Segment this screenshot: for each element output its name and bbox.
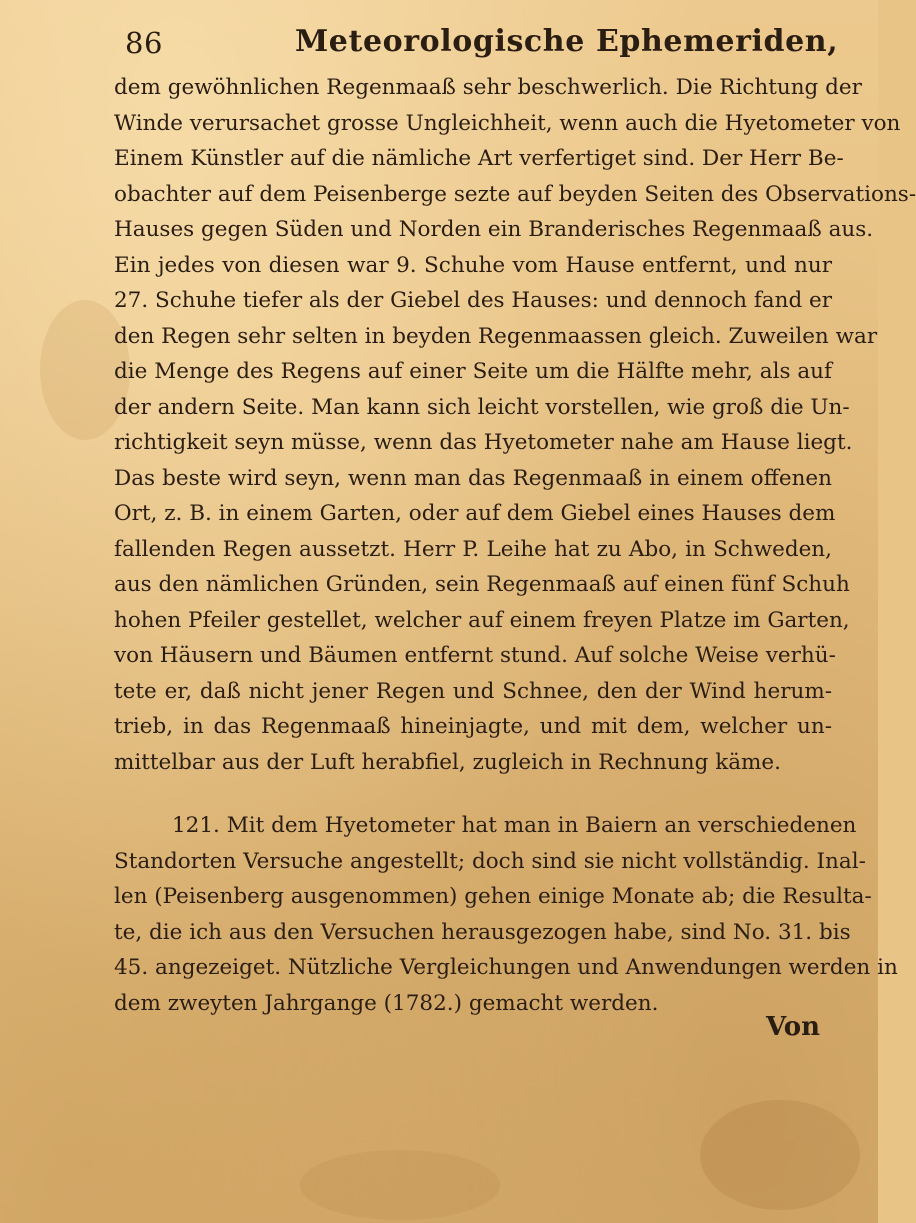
text-line: 121. Mit dem Hyetometer hat man in Baiern an verschiedenen [172, 813, 857, 838]
text-line: Das beste wird seyn, wenn man das Regenmaaß in einem offenen [114, 465, 832, 491]
text-line: Ort, z. B. in einem Garten, oder auf dem Giebel eines Hauses dem [114, 501, 836, 526]
text-line: trieb, in das Regenmaaß hineinjagte, und mit dem, welcher un- [114, 714, 832, 739]
page-header [125, 22, 845, 66]
text-line: fallenden Regen aussetzt. Herr P. Leihe hat zu Abo, in Schweden, [114, 536, 832, 562]
paper-stain [300, 1150, 500, 1220]
text-line: Ein jedes von diesen war 9. Schuhe vom Hause entfernt, und nur [114, 252, 832, 278]
text-line: richtigkeit seyn müsse, wenn das Hyetometer nahe am Hause liegt. [114, 430, 853, 455]
page-body [114, 70, 916, 1021]
paragraph-2 [114, 808, 898, 1021]
text-line: dem zweyten Jahrgange (1782.) gemacht werden. [114, 990, 659, 1016]
text-line: tete er, daß nicht jener Regen und Schnee, den der Wind herum- [114, 678, 832, 704]
catchword: Von [765, 1012, 820, 1042]
text-line: 45. angezeiget. Nützliche Vergleichungen und Anwendungen werden in [114, 955, 898, 980]
text-line: mittelbar aus der Luft herabfiel, zugleich in Rechnung käme. [114, 749, 781, 775]
text-line: 27. Schuhe tiefer als der Giebel des Hauses: und dennoch fand er [114, 288, 833, 313]
text-line: hohen Pfeiler gestellet, welcher auf einem freyen Platze im Garten, [114, 607, 850, 633]
text-line: den Regen sehr selten in beyden Regenmaassen gleich. Zuweilen war [114, 323, 878, 349]
text-line: Einem Künstler auf die nämliche Art verfertiget sind. Der Herr Be- [114, 146, 844, 171]
text-line: die Menge des Regens auf einer Seite um die Hälfte mehr, als auf [114, 359, 832, 384]
paper-stain [700, 1100, 860, 1210]
text-line: len (Peisenberg ausgenommen) gehen einige Monate ab; die Resulta- [114, 884, 872, 909]
text-line: von Häusern und Bäumen entfernt stund. Auf solche Weise verhü- [114, 643, 836, 668]
text-line: Standorten Versuche angestellt; doch sind sie nicht vollständig. Inal- [114, 848, 866, 874]
text-line: Winde verursachet grosse Ungleichheit, wenn auch die Hyetometer von [114, 110, 901, 136]
text-line: aus den nämlichen Gründen, sein Regenmaaß auf einen fünf Schuh [114, 572, 850, 597]
running-head: Meteorologische Ephemeriden, [295, 24, 839, 59]
text-line: Hauses gegen Süden und Norden ein Branderisches Regenmaaß aus. [114, 217, 874, 242]
text-line: te, die ich aus den Versuchen herausgezogen habe, sind No. 31. bis [114, 919, 851, 945]
page-number: 86 [125, 26, 163, 60]
paragraph-1 [114, 70, 916, 780]
text-line: obachter auf dem Peisenberge sezte auf beyden Seiten des Observations- [114, 181, 916, 207]
text-line: der andern Seite. Man kann sich leicht vorstellen, wie groß die Un- [114, 394, 850, 420]
text-line: dem gewöhnlichen Regenmaaß sehr beschwerlich. Die Richtung der [114, 75, 862, 100]
